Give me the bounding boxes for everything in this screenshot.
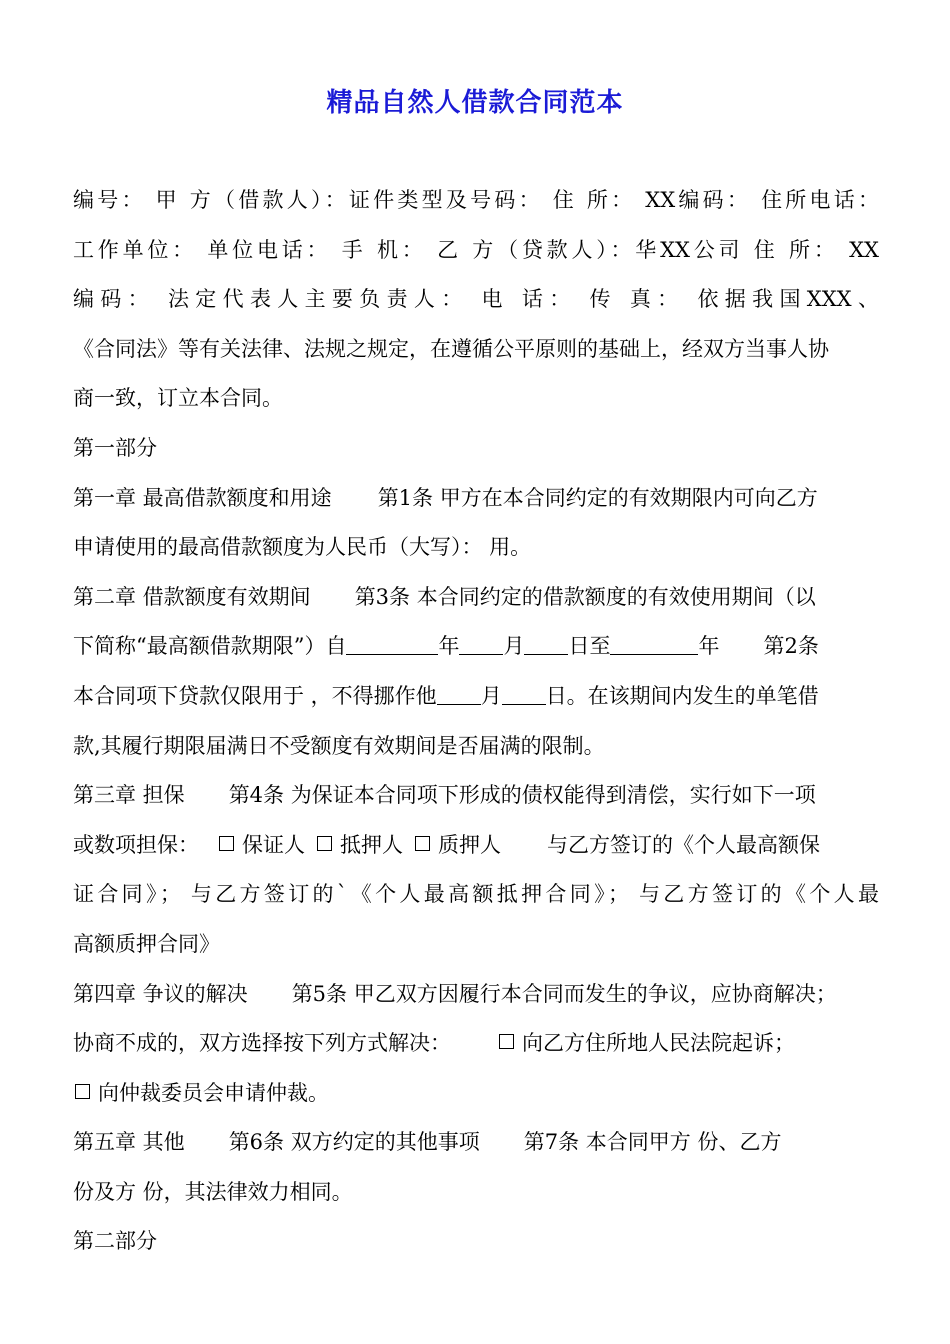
fill-blank <box>346 634 438 655</box>
text-line: 向仲裁委员会申请仲裁。 <box>73 1069 879 1119</box>
text-line: 第二章 借款额度有效期间 第3条 本合同约定的借款额度的有效使用期间（以 <box>73 584 816 609</box>
text-line: 协商不成的，双方选择按下列方式解决： 向乙方住所地人民法院起诉； <box>73 1031 795 1056</box>
chapter-heading: 第二章 借款额度有效期间 <box>73 584 311 609</box>
document-body <box>73 176 879 1267</box>
text-line: 款,其履行期限届满日不受额度有效期间是否届满的限制。 <box>73 733 605 758</box>
text-line: 本合同项下贷款仅限用于 ，不得挪作他 月 日。在该期间内发生的单笔借 <box>73 683 819 708</box>
text-line: 编码： 法定代表人主要负责人： 电 话： 传 真： 依据我国XXX、 <box>73 287 879 312</box>
checkbox-icon[interactable] <box>415 836 430 851</box>
chapter-heading: 第一章 最高借款额度和用途 <box>73 485 332 510</box>
chapter-heading: 第五章 其他 <box>73 1130 185 1155</box>
document-title: 精品自然人借款合同范本 <box>326 88 624 118</box>
checkbox-icon[interactable] <box>499 1034 514 1049</box>
text-line: 工作单位： 单位电话： 手 机： 乙 方（贷款人）：华XX公司 住 所： XX <box>73 237 879 262</box>
chapter-heading: 第四章 争议的解决 <box>73 981 248 1006</box>
chapter-heading: 第三章 担保 <box>73 783 185 808</box>
text-line: 证合同》； 与乙方签订的`《个人最高额抵押合同》； 与乙方签订的《个人最 <box>73 882 880 907</box>
text-line: 商一致，订立本合同。 <box>73 386 283 411</box>
section-heading: 第一部分 <box>73 435 157 460</box>
fill-blank <box>610 634 698 655</box>
text-line: 编号： 甲 方（借款人）：证件类型及号码： 住 所： XX编码： 住所电话： <box>73 188 880 212</box>
text-line: 下简称“最高额借款期限”）自 年 月 日至 年 第2条 <box>73 634 819 659</box>
fill-blank <box>502 684 546 705</box>
fill-blank <box>459 634 503 655</box>
text-line: 份及方 份，其法律效力相同。 <box>73 1179 353 1204</box>
text-line: 第五章 其他 第6条 双方约定的其他事项 第7条 本合同甲方 份、乙方 <box>73 1130 782 1155</box>
fill-blank <box>524 634 568 655</box>
text-line: 第三章 担保 第4条 为保证本合同项下形成的债权能得到清偿，实行如下一项 <box>73 783 816 808</box>
text-line: 第一章 最高借款额度和用途 第1条 甲方在本合同约定的有效期限内可向乙方 <box>73 485 818 510</box>
fill-blank <box>437 684 481 705</box>
text-line: 高额质押合同》 <box>73 931 220 956</box>
text-line: 《合同法》等有关法律、法规之规定，在遵循公平原则的基础上，经双方当事人协 <box>73 336 829 361</box>
checkbox-icon[interactable] <box>75 1084 90 1099</box>
text-line: 或数项担保： 保证人 抵押人 质押人 与乙方签订的《个人最高额保 <box>73 832 820 857</box>
section-heading: 第二部分 <box>73 1229 157 1254</box>
checkbox-icon[interactable] <box>219 836 234 851</box>
text-line: 申请使用的最高借款额度为人民币（大写）： 用。 <box>73 535 532 560</box>
checkbox-icon[interactable] <box>317 836 332 851</box>
text-line: 第四章 争议的解决 第5条 甲乙双方因履行本合同而发生的争议，应协商解决； <box>73 981 837 1006</box>
